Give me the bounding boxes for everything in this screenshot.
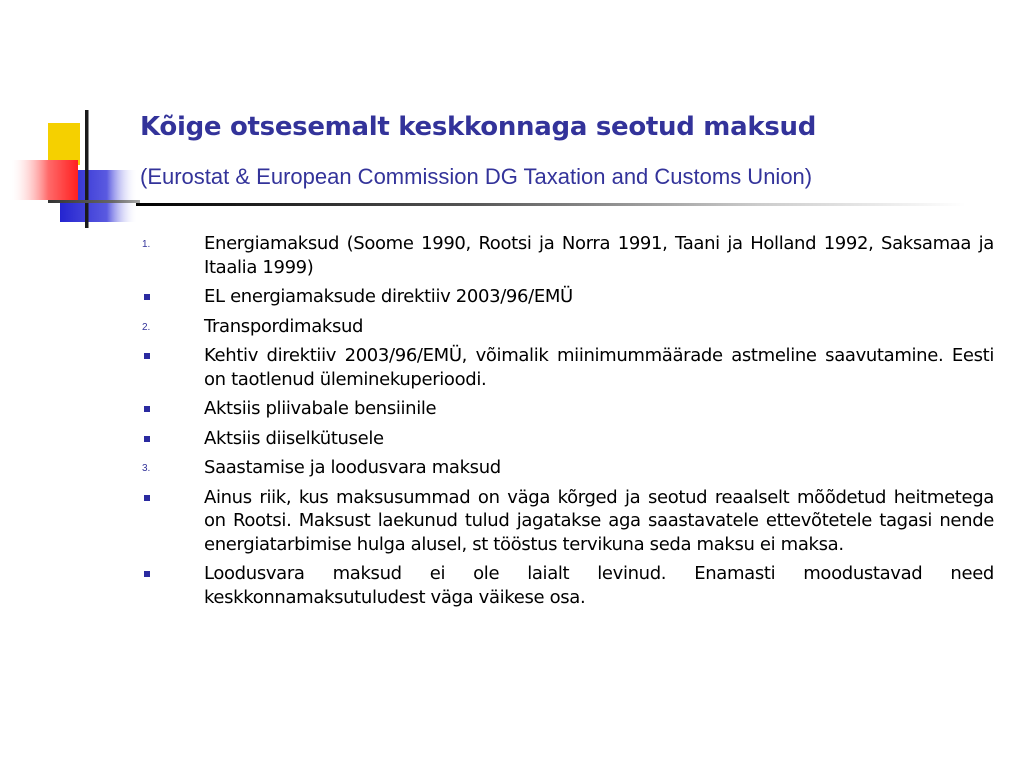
square-bullet-icon [138,285,204,300]
list-item-text: Energiamaksud (Soome 1990, Rootsi ja Norra 1991, Taani ja Holland 1992, Saksamaa ja Itaalia 1999) [204,233,994,278]
square-bullet-icon [138,344,204,359]
horizontal-line [48,200,140,203]
yellow-square [48,123,80,165]
square-bullet-icon [138,427,204,442]
list-number: 2. [142,321,151,333]
list-item-text: EL energiamaksude direktiiv 2003/96/EMÜ [204,286,573,307]
list-item [138,456,994,480]
vertical-line [85,110,89,228]
square-bullet-icon [138,562,204,577]
list-item [138,285,994,309]
list-item [138,344,994,391]
list-item-text: Kehtiv direktiiv 2003/96/EMÜ, võimalik miinimummäärade astmeline saavutamine. Eesti on taotlenud üleminekuperioodi. [204,345,994,390]
square-bullet-icon [138,486,204,501]
list-item [138,397,994,421]
decorative-squares-graphic [0,0,140,240]
red-square [12,160,78,200]
list-item [138,486,994,557]
list-item-text: Loodusvara maksud ei ole laialt levinud. Enamasti moodustavad need keskkonnamaksutuludest väga väikese osa. [204,563,994,608]
list-number: 3. [142,463,151,474]
list-item-text: Saastamise ja loodusvara maksud [204,457,501,478]
slide-subtitle: (Eurostat & European Commission DG Taxation and Customs Union) [140,164,813,189]
bullet-list [138,232,994,615]
list-item-text: Aktsiis diiselkütusele [204,427,384,449]
square-bullet-icon [138,397,204,412]
slide-title: Kõige otsesemalt keskkonnaga seotud maksud [140,112,817,142]
list-item [138,562,994,609]
list-item-text: Transpordimaksud [204,315,364,337]
list-item-text: Aktsiis pliivabale bensiinile [204,398,437,419]
list-item-text: Ainus riik, kus maksusummad on väga kõrged ja seotud reaalselt mõõdetud heitmetega on Rootsi. Maksust laekunud tulud jagatakse aga saastavatele ettevõtetele tagasi nende energiatarbimise hulga alusel, st tööstus tervikuna seda maksu ei maksa. [204,486,994,555]
list-item [138,427,994,451]
title-underline [136,203,966,206]
list-number: 1. [142,239,151,250]
list-item [138,315,994,339]
list-item [138,232,994,279]
